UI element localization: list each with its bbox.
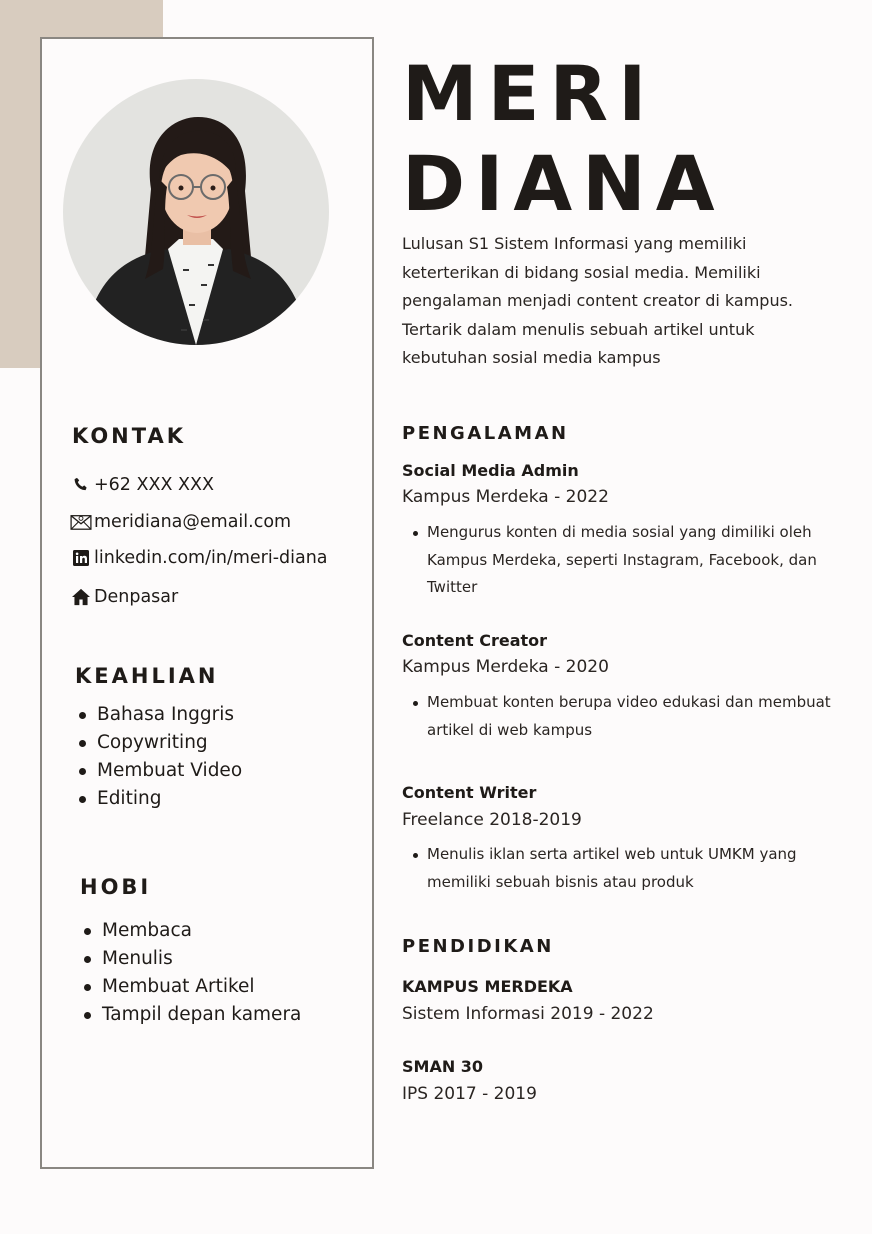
list-item: Copywriting [75, 729, 242, 757]
pendidikan-heading: PENDIDIKAN [402, 936, 554, 957]
contact-phone[interactable] [70, 474, 214, 496]
contact-location-text: Denpasar [94, 587, 179, 607]
job-description: Mengurus konten di media sosial yang dimiliki oleh Kampus Merdeka, seperti Instagram, Facebook, dan Twitter [427, 519, 837, 602]
profile-summary: Lulusan S1 Sistem Informasi yang memiliki keterterikan di bidang sosial media. Memiliki pengalaman menjadi content creator di kampus. Tertarik dalam menulis sebuah artikel untuk kebutuhan sosial media kampus [402, 234, 793, 368]
school-detail: Sistem Informasi 2019 - 2022 [402, 1004, 654, 1024]
kontak-heading: KONTAK [72, 424, 186, 448]
list-item: Tampil depan kamera [80, 1001, 301, 1029]
job-subtitle: Freelance 2018-2019 [402, 810, 582, 830]
linkedin-icon [70, 547, 92, 569]
job-subtitle: Kampus Merdeka - 2022 [402, 487, 609, 507]
hobi-list [80, 917, 301, 1029]
hobi-heading: HOBI [80, 875, 152, 899]
contact-location [70, 586, 178, 608]
job-title: Social Media Admin [402, 461, 579, 480]
school-name: SMAN 30 [402, 1057, 484, 1076]
job-description: Menulis iklan serta artikel web untuk UMKM yang memiliki sebuah bisnis atau produk [427, 841, 837, 896]
home-icon [70, 586, 92, 608]
contact-phone-text: +62 XXX XXX [94, 475, 214, 495]
job-title: Content Writer [402, 783, 537, 802]
school-detail: IPS 2017 - 2019 [402, 1084, 537, 1104]
keahlian-heading: KEAHLIAN [75, 664, 219, 688]
list-item: Bahasa Inggris [75, 701, 242, 729]
school-name: KAMPUS MERDEKA [402, 977, 573, 996]
pengalaman-heading: PENGALAMAN [402, 423, 569, 444]
job-subtitle: Kampus Merdeka - 2020 [402, 657, 609, 677]
email-icon [70, 511, 92, 533]
contact-email[interactable] [70, 511, 291, 533]
list-item: Membuat Video [75, 757, 242, 785]
contact-email-text: meridiana@email.com [94, 512, 292, 532]
name-first: MERI [402, 49, 657, 138]
contact-linkedin-text: linkedin.com/in/meri-diana [94, 548, 328, 568]
phone-icon [70, 474, 92, 496]
keahlian-list [75, 701, 242, 813]
list-item: Membaca [80, 917, 301, 945]
list-item: Editing [75, 785, 242, 813]
profile-photo [63, 79, 329, 345]
profile-photo-illustration [63, 79, 329, 345]
contact-linkedin[interactable] [70, 547, 328, 569]
job-title: Content Creator [402, 631, 548, 650]
name-last: DIANA [402, 139, 725, 228]
job-description: Membuat konten berupa video edukasi dan membuat artikel di web kampus [427, 689, 837, 744]
list-item: Menulis [80, 945, 301, 973]
list-item: Membuat Artikel [80, 973, 301, 1001]
